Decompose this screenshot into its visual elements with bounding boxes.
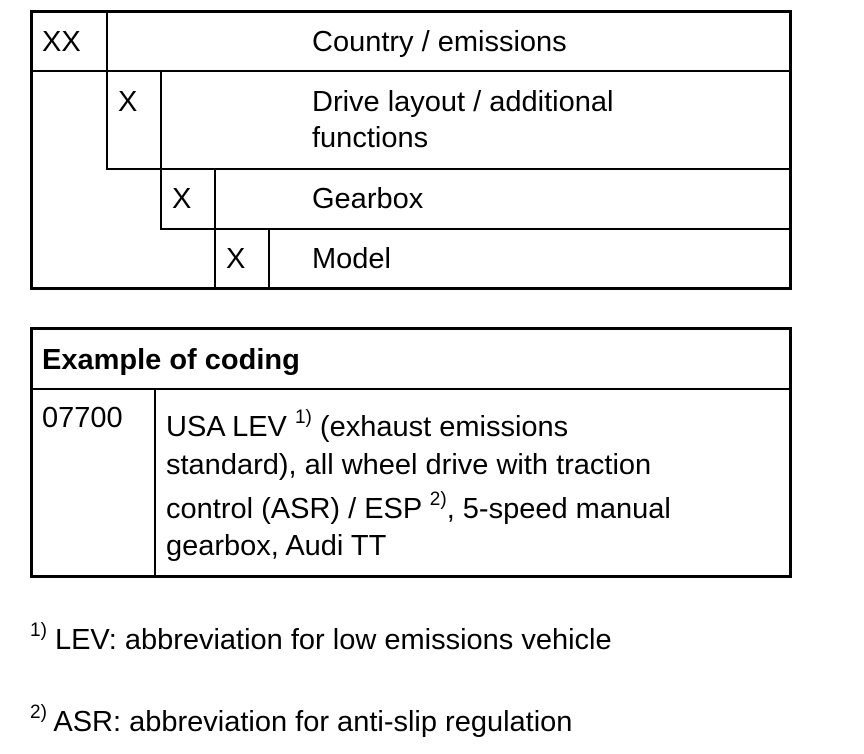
label-drive-layout-line2: functions bbox=[312, 122, 429, 154]
footnote-1 bbox=[30, 622, 612, 658]
label-gearbox: Gearbox bbox=[312, 183, 424, 215]
example-border-right bbox=[789, 327, 792, 578]
footnote-ref-2: 2) bbox=[429, 489, 447, 511]
label-model: Model bbox=[312, 243, 391, 275]
col-divider-1 bbox=[106, 10, 108, 170]
footnote-2 bbox=[30, 704, 572, 740]
example-border-top bbox=[30, 327, 792, 330]
footnote-2-text: ASR: abbreviation for anti-slip regulation bbox=[46, 706, 573, 738]
example-desc-line3 bbox=[166, 491, 671, 527]
footnote-1-text: LEV: abbreviation for low emissions vehicle bbox=[46, 624, 612, 656]
footnote-ref-1: 1) bbox=[294, 407, 312, 429]
table-border-top bbox=[30, 10, 792, 13]
example-code: 07700 bbox=[42, 402, 123, 434]
footnote-1-marker: 1) bbox=[30, 620, 47, 642]
example-border-bottom bbox=[30, 575, 792, 578]
label-country-emissions: Country / emissions bbox=[312, 26, 567, 58]
code-drive-layout: X bbox=[118, 86, 138, 118]
row-divider-3 bbox=[160, 228, 792, 230]
row-divider-1 bbox=[30, 70, 792, 72]
label-drive-layout-line1: Drive layout / additional bbox=[312, 86, 614, 118]
col-divider-4 bbox=[268, 228, 270, 288]
example-desc-line1-a: USA LEV bbox=[166, 411, 295, 443]
example-desc-line3-b: , 5-speed manual bbox=[446, 493, 671, 525]
row-divider-2 bbox=[106, 168, 792, 170]
example-header: Example of coding bbox=[42, 344, 300, 376]
col-divider-3 bbox=[214, 168, 216, 288]
code-country: XX bbox=[42, 26, 81, 58]
table-border-left bbox=[30, 10, 33, 290]
example-col-divider bbox=[154, 388, 156, 578]
example-desc-line4: gearbox, Audi TT bbox=[166, 530, 387, 562]
table-border-bottom bbox=[30, 287, 792, 290]
example-header-divider bbox=[30, 388, 792, 390]
example-desc-line1-b: (exhaust emissions bbox=[311, 411, 569, 443]
code-model: X bbox=[226, 243, 246, 275]
table-border-right bbox=[789, 10, 792, 290]
example-desc-line3-a: control (ASR) / ESP bbox=[166, 493, 430, 525]
example-desc-line1 bbox=[166, 409, 568, 445]
footnote-2-marker: 2) bbox=[30, 702, 47, 724]
example-border-left bbox=[30, 327, 33, 578]
example-desc-line2: standard), all wheel drive with traction bbox=[166, 449, 652, 481]
code-gearbox: X bbox=[172, 183, 192, 215]
col-divider-2 bbox=[160, 70, 162, 230]
